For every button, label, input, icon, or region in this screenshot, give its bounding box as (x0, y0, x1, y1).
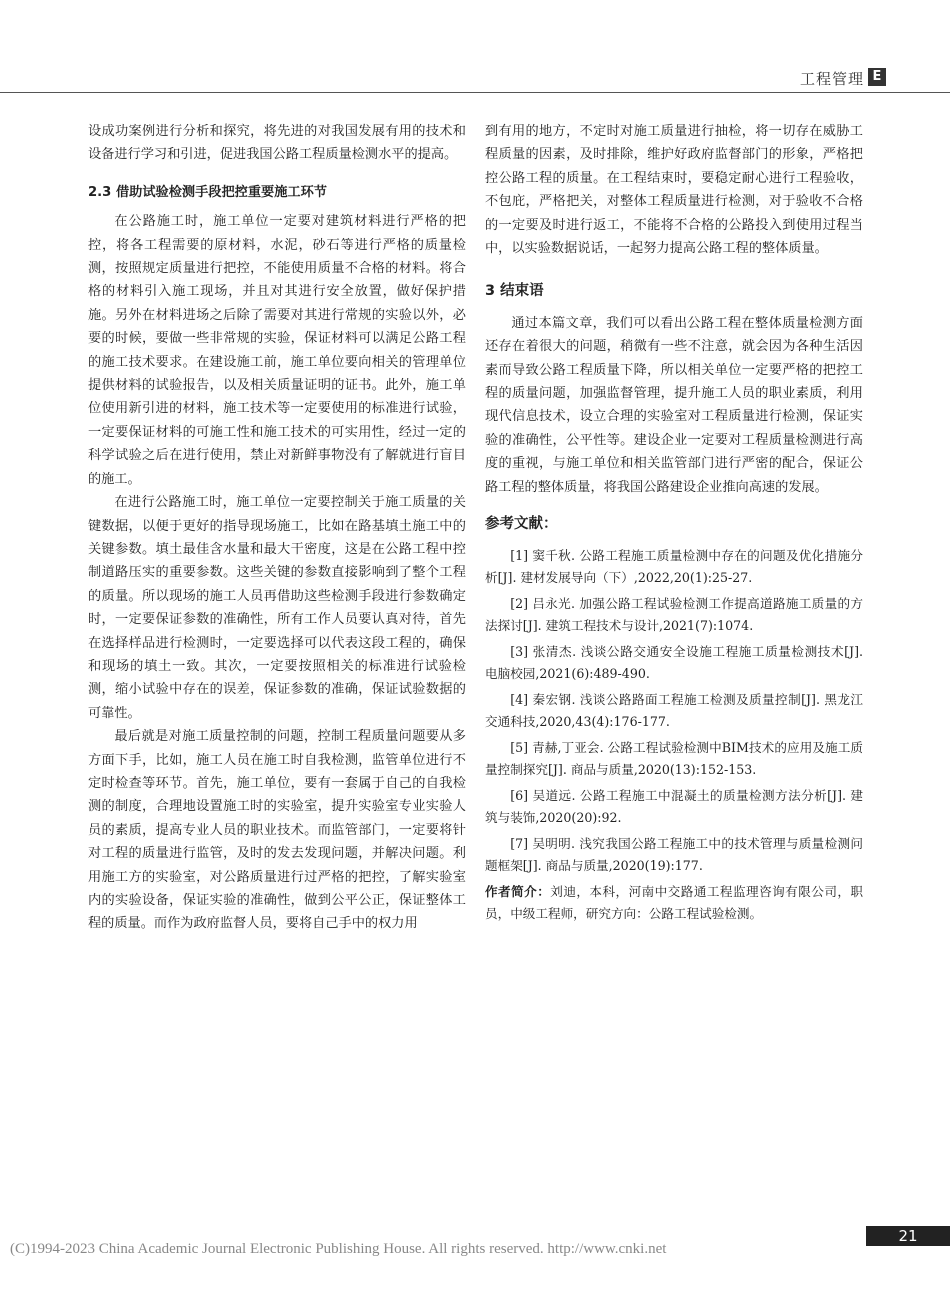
references-list (485, 545, 863, 878)
page-number: 21 (866, 1226, 950, 1246)
copyright-footer: (C)1994-2023 China Academic Journal Electronic Publishing House. All rights reserved. http://www.cnki.net (10, 1241, 667, 1257)
body-paragraph: 最后就是对施工质量控制的问题，控制工程质量问题要从多方面下手，比如，施工人员在施工时自我检测，监管单位进行不定时检查等环节。首先，施工单位，要有一套属于自己的自我检测的制度，合理地设置施工时的实验室，提升实验室专业实验人员的素质，提高专业人员的职业技术。而监管部门，一定要将针对工程的质量进行监管，及时的发去发现问题，并解决问题。利用施工方的实验室，对公路质量进行过严格的把控，了解实验室内的实验设备，保证实验的准确性，做到公平公正，保证整体工程的质量。而作为政府监督人员，要将自己手中的权力用 (88, 729, 466, 932)
journal-section-title: 工程管理 (799, 70, 864, 88)
reference-item: [7] 吴明明. 浅究我国公路工程施工中的技术管理与质量检测问题框架[J]. 商品与质量,2020(19):177. (485, 835, 863, 873)
journal-logo-icon: E (868, 68, 886, 86)
reference-item: [1] 窦千秋. 公路工程施工质量检测中存在的问题及优化措施分析[J]. 建材发展导向（下）,2022,20(1):25-27. (485, 547, 863, 585)
reference-item: [6] 吴道远. 公路工程施工中混凝土的质量检测方法分析[J]. 建筑与装饰,2020(20):92. (485, 787, 863, 825)
running-header (0, 62, 950, 94)
subsection-heading-2-3: 2.3 借助试验检测手段把控重要施工环节 (88, 184, 327, 200)
author-bio (485, 881, 863, 926)
reference-item: [5] 青赫,丁亚会. 公路工程试验检测中BIM技术的应用及施工质量控制探究[J]. 商品与质量,2020(13):152-153. (485, 739, 863, 777)
continuation-paragraph: 到有用的地方，不定时对施工质量进行抽检，将一切存在威胁工程质量的因素，及时排除，维护好政府监督部门的形象，严格把控公路工程的质量。在工程结束时，要稳定耐心进行工程验收，不包庇，严格把关，对整体工程质量进行检测，对于验收不合格的一定要及时进行返工，不能将不合格的公路投入到使用过程当中，以实验数据说话，一起努力提高公路工程的整体质量。 (485, 124, 863, 257)
section-heading-conclusion: 3 结束语 (485, 283, 544, 300)
reference-item: [4] 秦宏钢. 浅谈公路路面工程施工检测及质量控制[J]. 黑龙江交通科技,2020,43(4):176-177. (485, 691, 863, 729)
right-column (485, 120, 863, 926)
body-paragraph: 在进行公路施工时，施工单位一定要控制关于施工质量的关键数据，以便于更好的指导现场施工，比如在路基填土施工中的关键参数。填土最佳含水量和最大干密度，这是在公路工程中控制道路压实的重要参数。这些关键的参数直接影响到了整个工程的质量。所以现场的施工人员再借助这些检测手段进行参数确定时，一定要保证参数的准确性，所有工作人员要认真对待，首先在选择样品进行检测时，一定要选择可以代表这段工程的，确保和现场的填土一致。其次，一定要按照相关的标准进行试验检测，缩小试验中存在的误差，保证参数的准确，保证试验数据的可靠性。 (88, 495, 466, 721)
references-heading: 参考文献： (485, 516, 558, 533)
body-paragraph: 在公路施工时，施工单位一定要对建筑材料进行严格的把控，将各工程需要的原材料，水泥，砂石等进行严格的质量检测，按照规定质量进行把控，不能使用质量不合格的材料。将合格的材料引入施工现场，并且对其进行安全放置，做好保护措施。另外在材料进场之后除了需要对其进行常规的实验以外，必要的时候，要做一些非常规的实验，保证材料可以满足公路工程的施工技术要求。在建设施工前，施工单位要向相关的管理单位提供材料的试验报告，以及相关质量证明的证书。此外，施工单位使用新引进的材料，施工技术等一定要使用的标准进行试验，一定要保证材料的可施工性和施工技术的可实用性，经过一定的科学试验之后在进行使用，禁止对新鲜事物没有了解就进行盲目的施工。 (88, 214, 466, 487)
left-column (88, 120, 466, 936)
author-bio-text: 刘迪，本科，河南中交路通工程监理咨询有限公司，职员，中级工程师，研究方向：公路工程试验检测。 (485, 883, 864, 921)
reference-item: [2] 吕永光. 加强公路工程试验检测工作提高道路施工质量的方法探讨[J]. 建筑工程技术与设计,2021(7):1074. (485, 595, 863, 633)
header-divider (0, 92, 950, 93)
conclusion-paragraph: 通过本篇文章，我们可以看出公路工程在整体质量检测方面还存在着很大的问题，稍微有一些不注意，就会因为各种生活因素而导致公路工程质量下降，所以相关单位一定要严格的把控工程的质量问题，加强监督管理，提升施工人员的职业素质，利用现代信息技术，设立合理的实验室对工程质量进行检测，保证实验的准确性，公平性等。建设企业一定要对工程质量检测进行高度的重视，与施工单位和相关监管部门进行严密的配合，保证公路工程的整体质量，将我国公路建设企业推向高速的发展。 (485, 315, 863, 495)
reference-item: [3] 张清杰. 浅谈公路交通安全设施工程施工质量检测技术[J]. 电脑校园,2021(6):489-490. (485, 643, 863, 681)
intro-paragraph: 设成功案例进行分析和探究，将先进的对我国发展有用的技术和设备进行学习和引进，促进我国公路工程质量检测水平的提高。 (88, 124, 466, 163)
author-bio-label: 作者简介： (485, 883, 551, 899)
